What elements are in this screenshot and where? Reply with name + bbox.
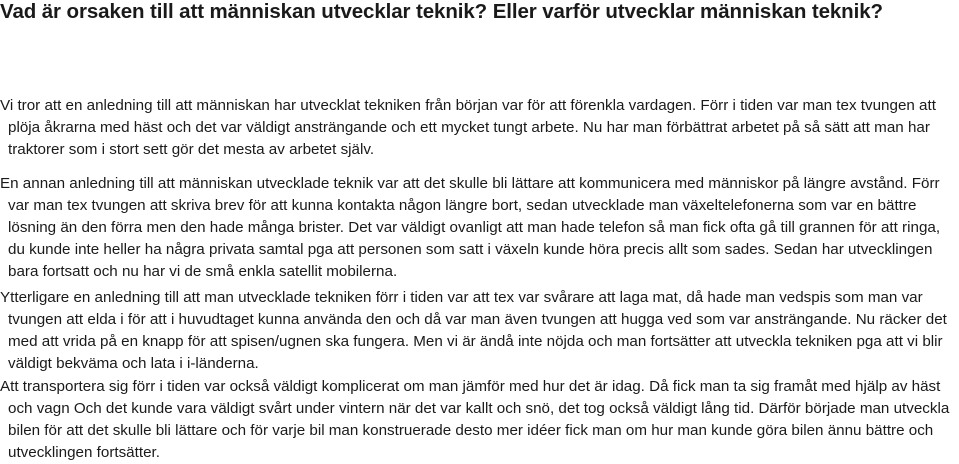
- page-title: Vad är orsaken till att människan utvecklar teknik? Eller varför utvecklar människan teknik?: [0, 0, 883, 23]
- paragraph-reason-transport: Att transportera sig förr i tiden var också väldigt komplicerat om man jämför med hur det är idag. Då fick man ta sig framåt med hjälp av häst och vagn Och det kunde vara väldigt svårt under vintern när det var kallt och snö, det tog också väldigt lång tid. Därför började man utveckla bilen för att det skulle bli lättare och för varje bil man konstruerade desto mer idéer fick man om hur man kunde göra bilen ännu bättre och utvecklingen fortsätter.: [0, 378, 950, 461]
- paragraph-reason-communication: En annan anledning till att människan utvecklade teknik var att det skulle bli lättare att kommunicera med människor på längre avstånd. Förr var man tex tvungen att skriva brev för att kunna kontakta någon längre bort, sedan utvecklade man växeltelefonerna som var en bättre lösning än den förra men den hade många brister. Det var väldigt ovanligt att man hade telefon så man fick ofta gå till grannen för att ringa, du kunde inte heller ha några privata samtal pga att personen som satt i växeln kunde höra precis allt som sades. Sedan har utvecklingen bara fortsatt och nu har vi de små enkla satellit mobilerna.: [0, 175, 941, 280]
- paragraph-reason-cooking: Ytterligare en anledning till att man utvecklade tekniken förr i tiden var att tex var svårare att laga mat, då hade man vedspis som man var tvungen att elda i för att i huvudtaget kunna använda den och då var man även tvungen att hugga ved som var ansträngande. Nu räcker det med att vrida på en knapp för att spisen/ugnen ska fungera. Men vi är ändå inte nöjda och man fortsätter att utveckla tekniken pga att vi blir väldigt bekväma och lata i i-länderna.: [0, 289, 947, 372]
- paragraph-reason-everyday: Vi tror att en anledning till att människan har utvecklat tekniken från början var för att förenkla vardagen. Förr i tiden var man tex tvungen att plöja åkrarna med häst och det var väldigt ansträngande och ett mycket tungt arbete. Nu har man förbättrat arbetet på så sätt att man har traktorer som i stort sett gör det mesta av arbetet själv.: [0, 97, 936, 158]
